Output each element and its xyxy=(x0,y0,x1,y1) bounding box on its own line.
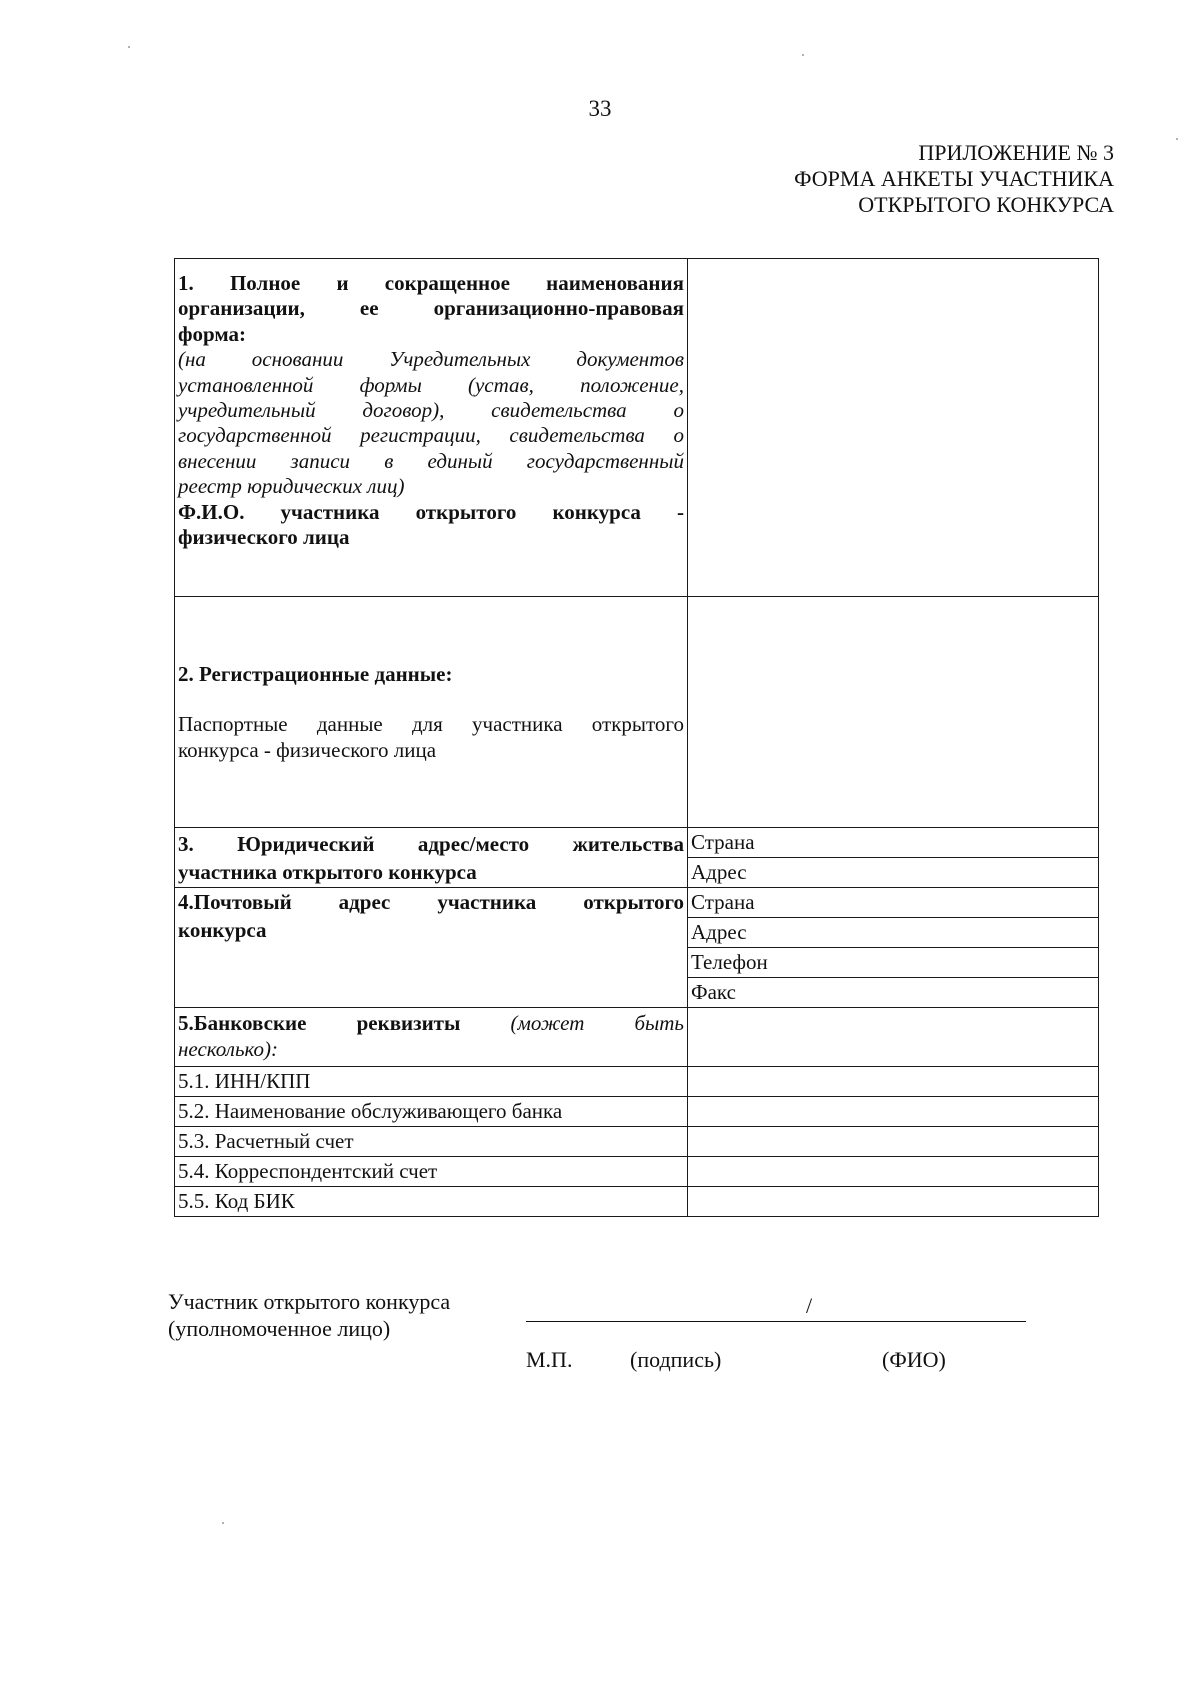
row-bik-code xyxy=(175,1187,1099,1217)
bank-details-answer[interactable] xyxy=(688,1008,1099,1067)
settlement-account-field[interactable] xyxy=(688,1127,1099,1157)
inn-kpp-label: 5.1. ИНН/КПП xyxy=(175,1067,688,1097)
legal-address-question xyxy=(175,828,688,888)
scan-speck xyxy=(1176,138,1178,140)
signature-slash: / xyxy=(806,1293,813,1318)
signature-line[interactable] xyxy=(526,1321,1026,1322)
row-postal-address-country xyxy=(175,888,1099,918)
inn-kpp-field[interactable] xyxy=(688,1067,1099,1097)
section1-note-line2: установленной формы (устав, положение, xyxy=(178,372,684,397)
section3-title-line1: 3. Юридический адрес/место жительства xyxy=(178,832,684,856)
section5-title-line1 xyxy=(178,1010,684,1036)
postal-address-address-field[interactable]: Адрес xyxy=(688,918,1099,948)
section5-title-italic: (может быть xyxy=(510,1011,684,1035)
section5-title-bold: 5.Банковские реквизиты xyxy=(178,1011,461,1035)
section4-title-line2: конкурса xyxy=(178,918,267,942)
registration-data-question xyxy=(175,597,688,828)
row-registration-data xyxy=(175,597,1099,828)
section1-fio-line2: физического лица xyxy=(178,525,350,550)
bank-name-field[interactable] xyxy=(688,1097,1099,1127)
section4-title-line1: 4.Почтовый адрес участника открытого xyxy=(178,890,684,914)
scan-speck xyxy=(128,46,130,48)
section1-note-line6: реестр юридических лиц) xyxy=(178,474,405,499)
section1-note-line1: (на основании Учредительных документов xyxy=(178,347,684,372)
legal-address-country-field[interactable]: Страна xyxy=(688,828,1099,858)
section5-title-line2: несколько): xyxy=(178,1037,279,1061)
scan-speck xyxy=(222,1522,224,1524)
section1-title-line1: 1. Полное и сокращенное наименования xyxy=(178,271,684,295)
bank-name-label: 5.2. Наименование обслуживающего банка xyxy=(175,1097,688,1127)
signature-caption xyxy=(168,1288,450,1342)
bank-details-question xyxy=(175,1008,688,1067)
organization-name-question xyxy=(175,259,688,597)
section1-title-line3: форма: xyxy=(178,321,247,346)
postal-address-country-field[interactable]: Страна xyxy=(688,888,1099,918)
legal-address-address-field[interactable]: Адрес xyxy=(688,858,1099,888)
postal-address-fax-field[interactable]: Факс xyxy=(688,978,1099,1008)
signature-label: (подпись) xyxy=(630,1347,722,1372)
row-organization-name xyxy=(175,259,1099,597)
section1-fio-line1: Ф.И.О. участника открытого конкурса - xyxy=(178,499,684,524)
bik-code-field[interactable] xyxy=(688,1187,1099,1217)
signature-caption-line2: (уполномоченное лицо) xyxy=(168,1316,391,1341)
row-settlement-account xyxy=(175,1127,1099,1157)
appendix-header xyxy=(794,140,1114,218)
signature-caption-line1: Участник открытого конкурса xyxy=(168,1289,451,1314)
row-inn-kpp xyxy=(175,1067,1099,1097)
full-name-label: (ФИО) xyxy=(882,1347,946,1372)
section3-title-line2: участника открытого конкурса xyxy=(178,860,477,884)
section1-title-line2: организации, ее организационно-правовая xyxy=(178,296,684,321)
form-title-line2: ОТКРЫТОГО КОНКУРСА xyxy=(858,192,1114,217)
stamp-label: М.П. xyxy=(526,1347,573,1372)
postal-address-question xyxy=(175,888,688,1008)
form-title-line1: ФОРМА АНКЕТЫ УЧАСТНИКА xyxy=(794,166,1114,191)
section1-note-line4: государственной регистрации, свидетельства о xyxy=(178,423,684,448)
section2-text-line2: конкурса - физического лица xyxy=(178,738,437,762)
postal-address-phone-field[interactable]: Телефон xyxy=(688,948,1099,978)
row-legal-address-country xyxy=(175,828,1099,858)
scan-speck xyxy=(802,54,804,56)
appendix-title: ПРИЛОЖЕНИЕ № 3 xyxy=(918,140,1114,165)
row-bank-details xyxy=(175,1008,1099,1067)
section1-note-line5: внесении записи в единый государственный xyxy=(178,448,684,473)
registration-data-answer[interactable] xyxy=(688,597,1099,828)
questionnaire-table xyxy=(174,258,1099,1217)
page-number: 33 xyxy=(588,96,612,121)
section2-title: 2. Регистрационные данные: xyxy=(178,662,453,686)
correspondent-account-field[interactable] xyxy=(688,1157,1099,1187)
section1-note-line3: учредительный договор), свидетельства о xyxy=(178,398,684,423)
bik-code-label: 5.5. Код БИК xyxy=(175,1187,688,1217)
correspondent-account-label: 5.4. Корреспондентский счет xyxy=(175,1157,688,1187)
organization-name-answer[interactable] xyxy=(688,259,1099,597)
section2-text-line1: Паспортные данные для участника открытого xyxy=(178,712,684,736)
settlement-account-label: 5.3. Расчетный счет xyxy=(175,1127,688,1157)
row-correspondent-account xyxy=(175,1157,1099,1187)
row-bank-name xyxy=(175,1097,1099,1127)
